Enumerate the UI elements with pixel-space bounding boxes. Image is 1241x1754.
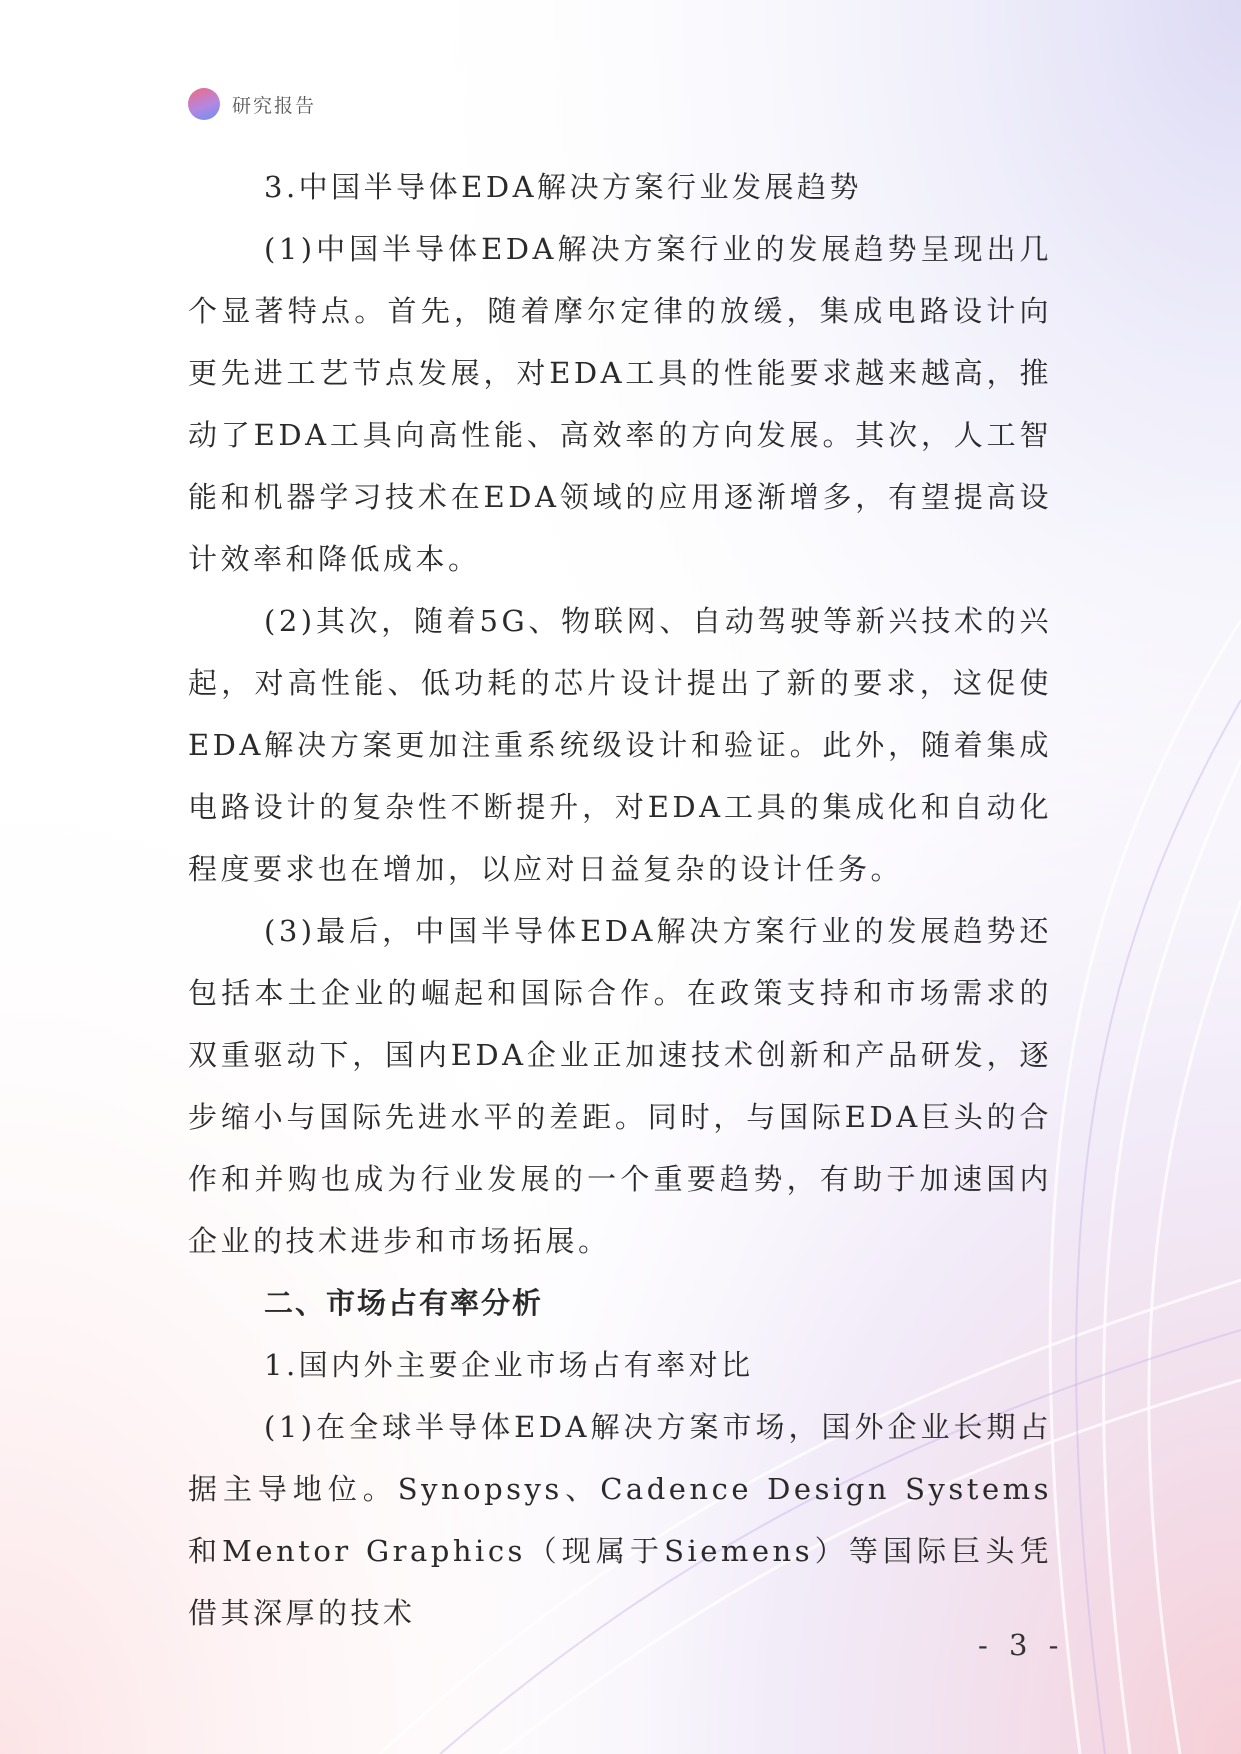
report-header [188, 88, 316, 120]
paragraph-3: (3)最后，中国半导体EDA解决方案行业的发展趋势还包括本土企业的崛起和国际合作。在政策支持和市场需求的双重驱动下，国内EDA企业正加速技术创新和产品研发，逐步缩小与国际先进水平的差距。同时，与国际EDA巨头的合作和并购也成为行业发展的一个重要趋势，有助于加速国内企业的技术进步和市场拓展。 [188, 914, 1052, 1258]
logo-circle-icon [188, 88, 220, 120]
paragraph-1: (1)中国半导体EDA解决方案行业的发展趋势呈现出几个显著特点。首先，随着摩尔定律的放缓，集成电路设计向更先进工艺节点发展，对EDA工具的性能要求越来越高，推动了EDA工具向高性能、高效率的方向发展。其次，人工智能和机器学习技术在EDA领域的应用逐渐增多，有望提高设计效率和降低成本。 [188, 232, 1052, 576]
subsection-heading-3: 3.中国半导体EDA解决方案行业发展趋势 [264, 170, 863, 204]
header-label: 研究报告 [232, 94, 317, 117]
section-heading-2: 二、市场占有率分析 [264, 1286, 544, 1320]
subsection-heading-1: 1.国内外主要企业市场占有率对比 [264, 1348, 754, 1382]
paragraph-2: (2)其次，随着5G、物联网、自动驾驶等新兴技术的兴起，对高性能、低功耗的芯片设计提出了新的要求，这促使EDA解决方案更加注重系统级设计和验证。此外，随着集成电路设计的复杂性不断提升，对EDA工具的集成化和自动化程度要求也在增加，以应对日益复杂的设计任务。 [188, 604, 1052, 886]
page-number: - 3 - [978, 1628, 1065, 1662]
page-content [188, 156, 1052, 1644]
paragraph-4: (1)在全球半导体EDA解决方案市场，国外企业长期占据主导地位。Synopsys、Cadence Design Systems和Mentor Graphics（现属于Siemens）等国际巨头凭借其深厚的技术 [188, 1410, 1052, 1630]
